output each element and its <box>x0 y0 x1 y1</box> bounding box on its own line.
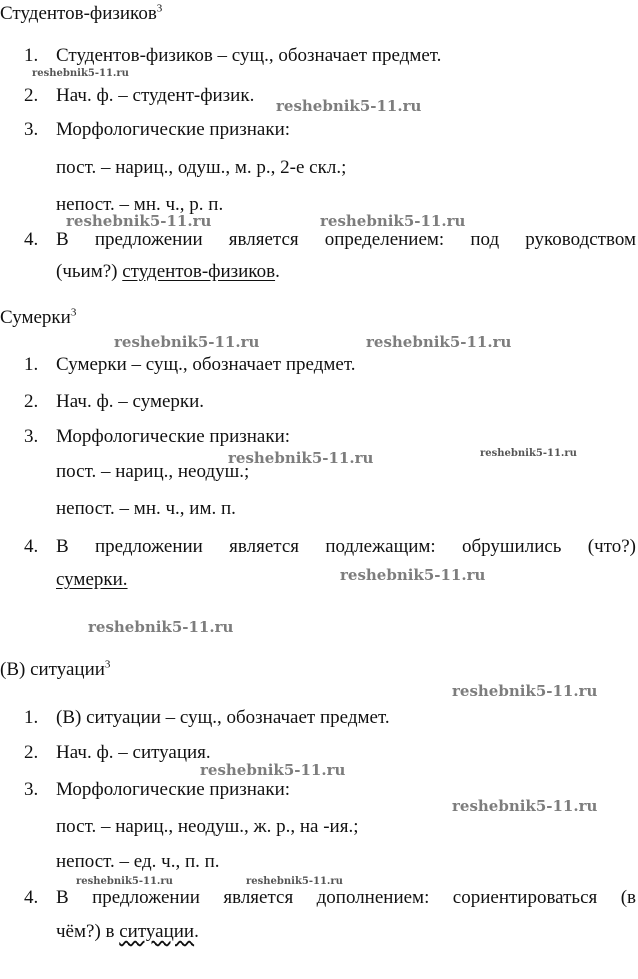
permanent-features: пост. – нариц., неодуш., ж. р., на -ия.; <box>56 816 359 837</box>
item-text-continuation: чём?) в ситуации. <box>56 921 199 942</box>
item-text: В предложении является дополнением: сориентироваться (в <box>56 887 636 908</box>
variable-features: непост. – мн. ч., р. п. <box>56 194 224 215</box>
item-text: (В) ситуации – сущ., обозначает предмет. <box>56 707 390 728</box>
watermark: reshebnik5-11.ru <box>228 449 374 467</box>
item-number: 1. <box>24 707 39 728</box>
variable-features: непост. – мн. ч., им. п. <box>56 498 236 519</box>
item-number: 4. <box>24 536 39 557</box>
item-text: В предложении является подлежащим: обрушились (что?) <box>56 536 636 557</box>
watermark: reshebnik5-11.ru <box>114 333 260 351</box>
underlined-word: сумерки. <box>56 569 128 590</box>
item-number: 3. <box>24 119 39 140</box>
item-text-continuation: (чьим?) студентов-физиков. <box>56 261 280 282</box>
item-number: 4. <box>24 229 39 250</box>
section-heading: (В) ситуации$^3$ <box>0 658 111 680</box>
watermark: reshebnik5-11.ru <box>320 212 466 230</box>
item-text: Морфологические признаки: <box>56 119 291 140</box>
watermark: reshebnik5-11.ru <box>480 448 577 459</box>
item-number: 3. <box>24 426 39 447</box>
watermark: reshebnik5-11.ru <box>246 876 343 887</box>
watermark: reshebnik5-11.ru <box>340 566 486 584</box>
item-text: Морфологические признаки: <box>56 779 291 800</box>
section-heading: Студентов-физиков$^3$ <box>0 2 163 24</box>
variable-features: непост. – ед. ч., п. п. <box>56 851 220 872</box>
watermark: reshebnik5-11.ru <box>76 876 173 887</box>
watermark: reshebnik5-11.ru <box>452 682 598 700</box>
item-number: 3. <box>24 779 39 800</box>
item-text-continuation <box>56 568 128 592</box>
item-number: 2. <box>24 742 39 763</box>
permanent-features: пост. – нариц., одуш., м. р., 2-е скл.; <box>56 157 347 178</box>
section-heading: Сумерки$^3$ <box>0 306 77 328</box>
item-number: 4. <box>24 887 39 908</box>
watermark: reshebnik5-11.ru <box>200 761 346 779</box>
watermark: reshebnik5-11.ru <box>366 333 512 351</box>
item-number: 1. <box>24 45 39 66</box>
permanent-features: пост. – нариц., неодуш.; <box>56 461 250 482</box>
item-text: Морфологические признаки: <box>56 426 291 447</box>
watermark: reshebnik5-11.ru <box>32 68 129 79</box>
item-text: Нач. ф. – студент-физик. <box>56 85 255 106</box>
watermark: reshebnik5-11.ru <box>276 97 422 115</box>
watermark: reshebnik5-11.ru <box>452 797 598 815</box>
item-text: Сумерки – сущ., обозначает предмет. <box>56 354 356 375</box>
item-text: Нач. ф. – сумерки. <box>56 391 205 412</box>
watermark: reshebnik5-11.ru <box>88 618 234 636</box>
underlined-word: ситуации <box>119 921 195 942</box>
item-text: Студентов-физиков – сущ., обозначает предмет. <box>56 45 442 66</box>
watermark: reshebnik5-11.ru <box>66 212 212 230</box>
item-text: Нач. ф. – ситуация. <box>56 742 211 763</box>
item-number: 2. <box>24 391 39 412</box>
underlined-word: студентов-физиков <box>122 261 276 282</box>
item-number: 1. <box>24 354 39 375</box>
item-text: В предложении является определением: под руководством <box>56 229 636 250</box>
item-number: 2. <box>24 85 39 106</box>
